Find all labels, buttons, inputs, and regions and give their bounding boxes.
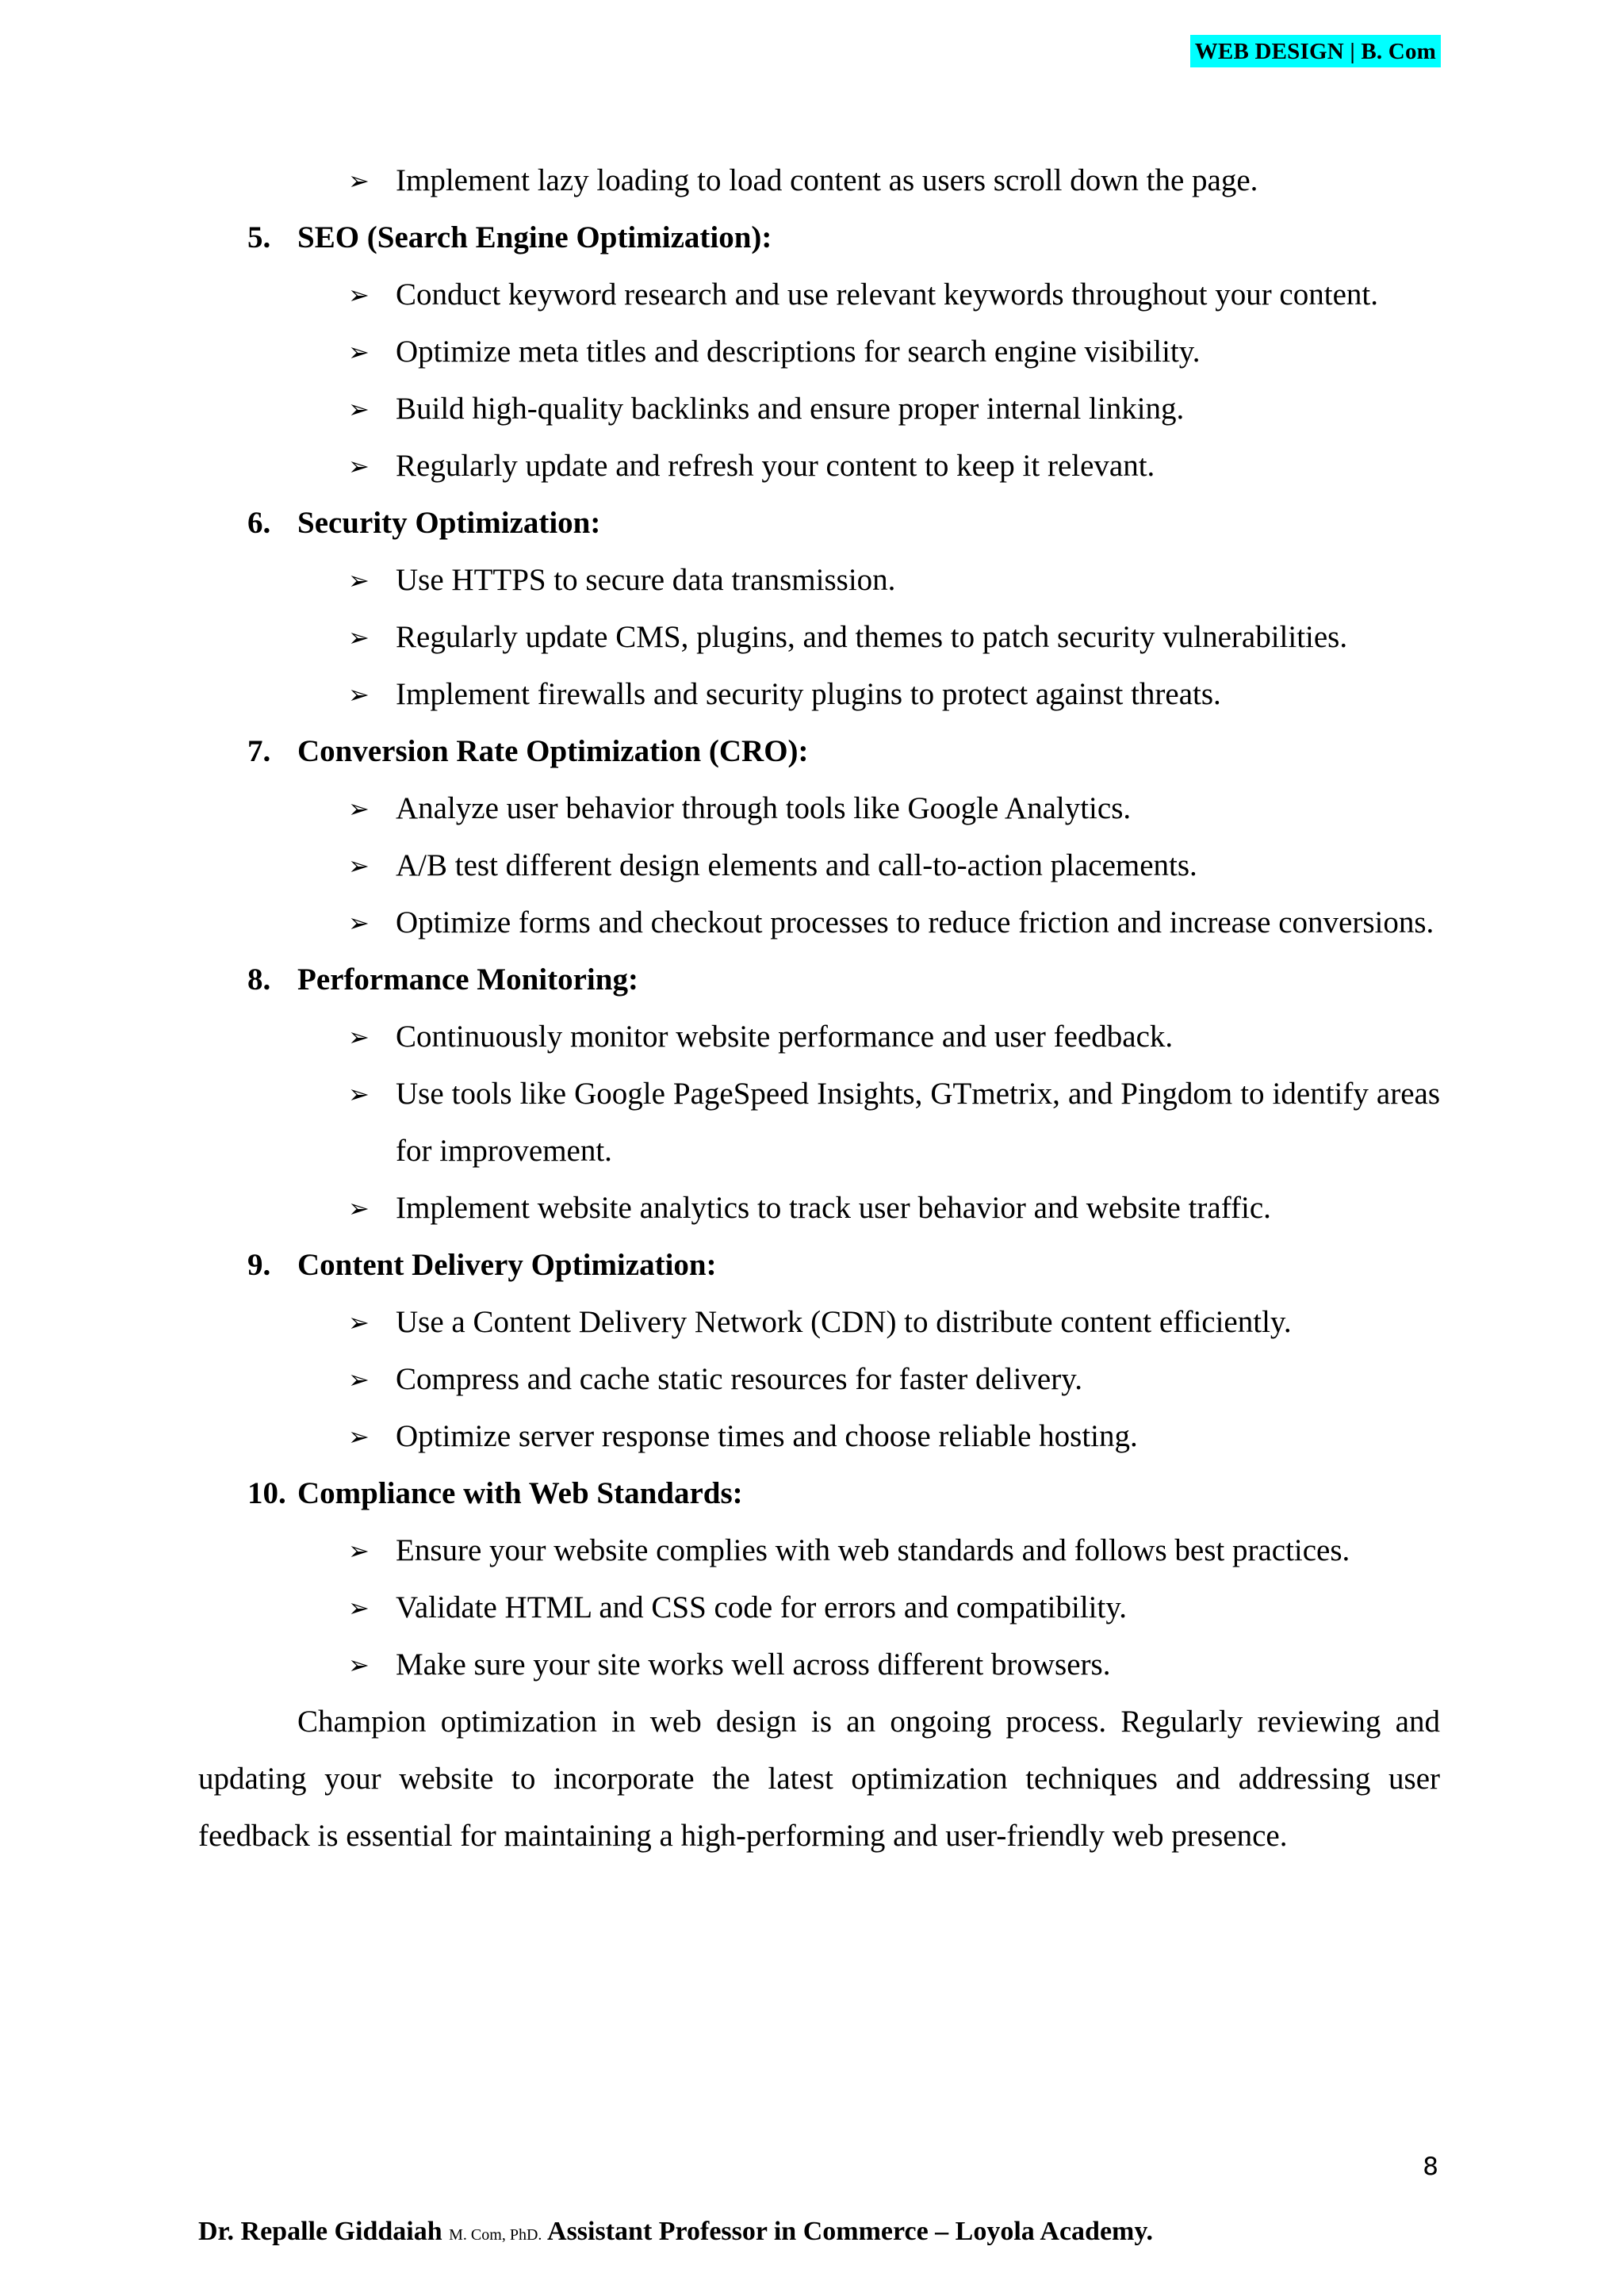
arrow-bullet-icon: ➢ (348, 280, 370, 310)
bullet-item (198, 438, 1440, 495)
arrow-bullet-icon: ➢ (348, 1193, 370, 1223)
bullet-text: Compress and cache static resources for faster delivery. (396, 1362, 1082, 1396)
bullet-text: A/B test different design elements and call-to-action placements. (396, 848, 1197, 882)
page-number: 8 (1423, 2152, 1438, 2181)
arrow-bullet-icon: ➢ (348, 851, 370, 881)
arrow-bullet-icon: ➢ (348, 166, 370, 196)
section-title: Performance Monitoring: (297, 962, 638, 997)
bullet-text: Validate HTML and CSS code for errors and compatibility. (396, 1590, 1128, 1624)
bullet-item (198, 1294, 1440, 1351)
arrow-bullet-icon: ➢ (348, 337, 370, 367)
section-heading (198, 723, 1440, 780)
bullet-text: Regularly update CMS, plugins, and themes to patch security vulnerabilities. (396, 620, 1348, 654)
arrow-bullet-icon: ➢ (348, 1307, 370, 1337)
section-heading (198, 951, 1440, 1008)
arrow-bullet-icon: ➢ (348, 1364, 370, 1395)
bullet-item (198, 1522, 1440, 1579)
bullet-item (198, 381, 1440, 438)
section-heading (198, 495, 1440, 552)
section-title: Content Delivery Optimization: (297, 1248, 717, 1282)
conclusion-paragraph: Champion optimization in web design is an ongoing process. Regularly reviewing and updating your website to incorporate the latest optimization techniques and addressing user feedback is essential for maintaining a high-performing and user-friendly web presence. (198, 1705, 1440, 1853)
bullet-text: Build high-quality backlinks and ensure proper internal linking. (396, 392, 1185, 426)
bullet-item (198, 1180, 1440, 1237)
bullet-text: Use HTTPS to secure data transmission. (396, 563, 896, 597)
bullet-text: Analyze user behavior through tools like Google Analytics. (396, 791, 1132, 825)
bullet-item (198, 152, 1440, 209)
bullet-item (198, 1008, 1440, 1066)
bullet-text: Regularly update and refresh your content to keep it relevant. (396, 449, 1155, 483)
arrow-bullet-icon: ➢ (348, 908, 370, 938)
bullet-text: Continuously monitor website performance and user feedback. (396, 1020, 1174, 1054)
section-number: 6. (247, 506, 271, 540)
bullet-item (198, 1351, 1440, 1408)
section-number: 10. (247, 1476, 286, 1510)
bullet-text: Implement lazy loading to load content as users scroll down the page. (396, 163, 1258, 197)
arrow-bullet-icon: ➢ (348, 451, 370, 481)
arrow-bullet-icon: ➢ (348, 1422, 370, 1452)
section-number: 5. (247, 220, 271, 254)
arrow-bullet-icon: ➢ (348, 1593, 370, 1623)
bullet-item (198, 780, 1440, 837)
bullet-item (198, 666, 1440, 723)
author-degrees: M. Com, PhD. (449, 2226, 542, 2244)
section-heading (198, 1237, 1440, 1294)
sections-container (198, 209, 1440, 1693)
bullet-text: Conduct keyword research and use relevant keywords throughout your content. (396, 277, 1378, 312)
arrow-bullet-icon: ➢ (348, 1536, 370, 1566)
author-role: Assistant Professor in Commerce – Loyola Academy. (547, 2217, 1154, 2246)
arrow-bullet-icon: ➢ (348, 1650, 370, 1680)
arrow-bullet-icon: ➢ (348, 622, 370, 652)
bullet-text: Use a Content Delivery Network (CDN) to distribute content efficiently. (396, 1305, 1292, 1339)
bullet-item (198, 1579, 1440, 1636)
section-title: Security Optimization: (297, 506, 601, 540)
section-heading (198, 1465, 1440, 1522)
section-heading (198, 209, 1440, 266)
bullet-text: Implement website analytics to track user behavior and website traffic. (396, 1191, 1271, 1225)
bullet-text: Ensure your website complies with web standards and follows best practices. (396, 1533, 1350, 1567)
arrow-bullet-icon: ➢ (348, 679, 370, 710)
bullet-item (198, 266, 1440, 323)
arrow-bullet-icon: ➢ (348, 794, 370, 824)
section-number: 9. (247, 1248, 271, 1282)
section-title: Compliance with Web Standards: (297, 1476, 743, 1510)
bullet-item (198, 837, 1440, 894)
header-tag: WEB DESIGN | B. Com (1190, 35, 1441, 67)
arrow-bullet-icon: ➢ (348, 1022, 370, 1052)
arrow-bullet-icon: ➢ (348, 1079, 370, 1109)
bullet-item (198, 894, 1440, 951)
arrow-bullet-icon: ➢ (348, 565, 370, 595)
section-title: Conversion Rate Optimization (CRO): (297, 734, 809, 768)
bullet-item (198, 1408, 1440, 1465)
bullet-text: Implement firewalls and security plugins to protect against threats. (396, 677, 1221, 711)
bullet-text: Optimize forms and checkout processes to reduce friction and increase conversions. (396, 905, 1434, 939)
bullet-item (198, 1636, 1440, 1693)
section-number: 7. (247, 734, 271, 768)
footer (198, 2217, 1153, 2247)
section-title: SEO (Search Engine Optimization): (297, 220, 772, 254)
author-name: Dr. Repalle Giddaiah (198, 2217, 442, 2246)
bullet-item (198, 323, 1440, 381)
bullet-text: Use tools like Google PageSpeed Insights, GTmetrix, and Pingdom to identify areas for improvement. (396, 1077, 1440, 1168)
bullet-item (198, 609, 1440, 666)
bullet-text: Make sure your site works well across different browsers. (396, 1647, 1111, 1682)
bullet-item (198, 1066, 1440, 1180)
bullet-text: Optimize server response times and choose reliable hosting. (396, 1419, 1138, 1453)
page-content (198, 152, 1440, 1865)
bullet-text: Optimize meta titles and descriptions for search engine visibility. (396, 335, 1201, 369)
bullet-item (198, 552, 1440, 609)
arrow-bullet-icon: ➢ (348, 394, 370, 424)
section-number: 8. (247, 962, 271, 997)
